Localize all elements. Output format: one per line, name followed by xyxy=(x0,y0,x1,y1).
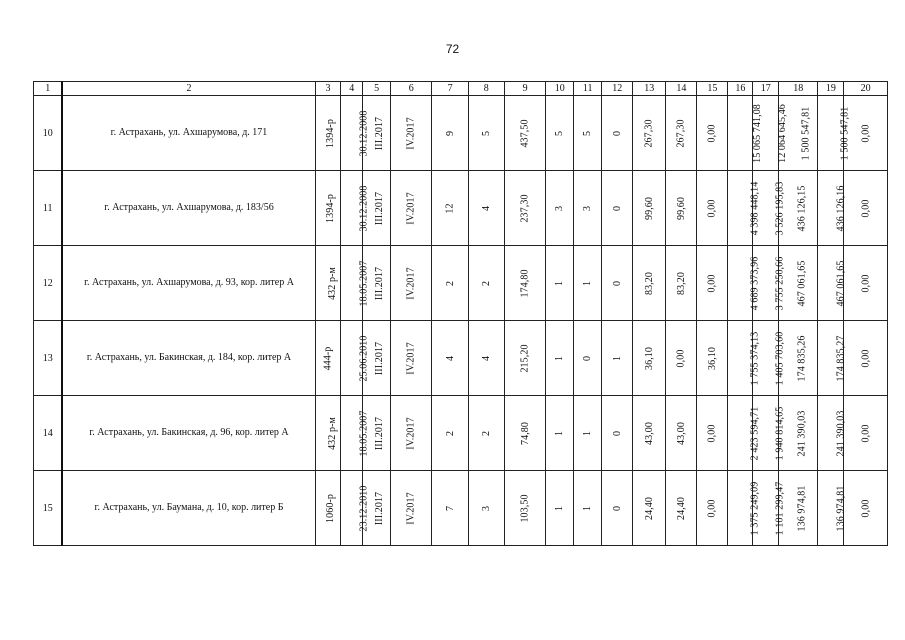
cell-c15 xyxy=(697,321,728,396)
cell-value: 0,00 xyxy=(706,199,718,217)
cell-value: 1 xyxy=(554,280,566,286)
cell-value: III.2017 xyxy=(374,341,386,375)
cell-value: 99,60 xyxy=(643,196,655,220)
cell-value: 1 755 374,13 xyxy=(749,331,761,385)
cell-value: 1 xyxy=(554,355,566,361)
cell-c4 xyxy=(341,471,370,546)
cell-c6 xyxy=(391,471,432,546)
cell-c13 xyxy=(633,396,666,471)
cell-c15 xyxy=(697,471,728,546)
cell-value: 0,00 xyxy=(860,199,872,217)
cell-value: 0 xyxy=(611,430,623,436)
address-cell: г. Астрахань, ул. Ахшарумова, д. 183/56 xyxy=(62,171,315,246)
cell-c11 xyxy=(574,246,602,321)
cell-value: IV.2017 xyxy=(405,491,417,525)
cell-value: 444-р xyxy=(322,346,334,370)
cell-c16 xyxy=(728,396,761,471)
cell-c10 xyxy=(546,321,574,396)
cell-value: 1394-р xyxy=(324,118,336,148)
cell-value: III.2017 xyxy=(374,116,386,150)
cell-c9 xyxy=(504,96,545,171)
cell-value: IV.2017 xyxy=(405,191,417,225)
col-header: 6 xyxy=(391,82,432,96)
cell-c19 xyxy=(818,471,847,546)
cell-c6 xyxy=(391,396,432,471)
cell-value: 1 xyxy=(582,505,594,511)
cell-c4 xyxy=(341,246,370,321)
cell-c4 xyxy=(341,96,370,171)
cell-c13 xyxy=(633,171,666,246)
cell-value: 0,00 xyxy=(860,499,872,517)
cell-c10 xyxy=(546,246,574,321)
cell-c20 xyxy=(844,246,888,321)
cell-value: 23.12.2010 xyxy=(358,485,370,531)
cell-value: 1394-р xyxy=(324,193,336,223)
table-body xyxy=(34,96,888,546)
cell-c9 xyxy=(504,396,545,471)
col-header: 16 xyxy=(728,82,753,96)
cell-value: 467 061,65 xyxy=(835,260,847,306)
address-cell: г. Астрахань, ул. Баумана, д. 10, кор. литер Б xyxy=(62,471,315,546)
cell-value: 0,00 xyxy=(706,274,718,292)
cell-c12 xyxy=(602,321,633,396)
cell-c10 xyxy=(546,96,574,171)
cell-value: III.2017 xyxy=(374,266,386,300)
cell-c10 xyxy=(546,471,574,546)
cell-value: IV.2017 xyxy=(405,341,417,375)
row-number: 13 xyxy=(34,321,63,396)
row-number: 15 xyxy=(34,471,63,546)
cell-value: 15 065 741,08 xyxy=(752,103,764,163)
cell-c16 xyxy=(728,321,761,396)
cell-value: IV.2017 xyxy=(405,116,417,150)
cell-value: 1 xyxy=(554,430,566,436)
col-header: 8 xyxy=(468,82,504,96)
cell-c7 xyxy=(432,96,468,171)
cell-c11 xyxy=(574,471,602,546)
cell-value: 467 061,65 xyxy=(796,260,808,306)
cell-value: 2 xyxy=(480,430,492,436)
cell-value: 241 390,03 xyxy=(796,410,808,456)
cell-c14 xyxy=(666,96,697,171)
cell-value: 0 xyxy=(611,130,623,136)
cell-value: IV.2017 xyxy=(405,416,417,450)
table-row xyxy=(34,96,888,171)
cell-c9 xyxy=(504,246,545,321)
cell-value: 436 126,15 xyxy=(796,185,808,231)
cell-c19 xyxy=(818,96,851,171)
cell-value: 267,30 xyxy=(675,118,687,148)
cell-c15 xyxy=(697,171,728,246)
col-header: 2 xyxy=(62,82,315,96)
cell-value: 25.06.2010 xyxy=(358,335,370,381)
cell-value: 5 xyxy=(554,130,566,136)
cell-value: 18.05.2007 xyxy=(358,260,370,306)
cell-c9 xyxy=(504,321,545,396)
cell-c13 xyxy=(633,96,666,171)
cell-value: 3 xyxy=(582,205,594,211)
cell-value: 99,60 xyxy=(675,196,687,220)
cell-value: 267,30 xyxy=(643,118,655,148)
cell-value: 0 xyxy=(582,355,594,361)
table-row xyxy=(34,246,888,321)
cell-value: IV.2017 xyxy=(405,266,417,300)
cell-value: 74,80 xyxy=(519,421,531,445)
address-cell: г. Астрахань, ул. Бакинская, д. 184, кор. литер А xyxy=(62,321,315,396)
cell-value: 4 689 373,96 xyxy=(749,256,761,310)
page-number: 72 xyxy=(445,42,460,56)
row-number: 11 xyxy=(34,171,63,246)
cell-c13 xyxy=(633,471,666,546)
cell-c13 xyxy=(633,321,666,396)
cell-value: 2 xyxy=(480,280,492,286)
cell-value: 0 xyxy=(611,505,623,511)
cell-value: 9 xyxy=(444,130,456,136)
cell-c8 xyxy=(468,471,504,546)
cell-value: 0,00 xyxy=(675,349,687,367)
cell-value: III.2017 xyxy=(374,191,386,225)
address-cell: г. Астрахань, ул. Ахшарумова, д. 171 xyxy=(62,96,315,171)
cell-c6 xyxy=(391,96,432,171)
cell-value: 12 xyxy=(444,202,456,214)
col-header: 5 xyxy=(363,82,391,96)
cell-value: 215,20 xyxy=(519,343,531,373)
cell-value: 1 xyxy=(582,280,594,286)
cell-c19 xyxy=(818,171,847,246)
cell-value: 30.12.2008 xyxy=(358,185,370,231)
cell-c20 xyxy=(844,171,888,246)
cell-c12 xyxy=(602,96,633,171)
cell-value: 0,00 xyxy=(860,349,872,367)
cell-c3 xyxy=(315,396,341,471)
cell-c12 xyxy=(602,396,633,471)
cell-value: 2 xyxy=(444,280,456,286)
row-number: 10 xyxy=(34,96,63,171)
address-cell: г. Астрахань, ул. Ахшарумова, д. 93, кор. литер А xyxy=(62,246,315,321)
cell-c11 xyxy=(574,171,602,246)
cell-c20 xyxy=(844,321,888,396)
cell-c11 xyxy=(574,396,602,471)
cell-value: 1 xyxy=(611,355,623,361)
cell-value: 136 974,81 xyxy=(796,485,808,531)
cell-c7 xyxy=(432,246,468,321)
table-row xyxy=(34,396,888,471)
cell-c14 xyxy=(666,471,697,546)
cell-value: 432 р-м xyxy=(326,266,338,300)
cell-c7 xyxy=(432,396,468,471)
cell-value: 24,40 xyxy=(675,496,687,520)
cell-c19 xyxy=(818,396,847,471)
cell-value: 0,00 xyxy=(706,124,718,142)
cell-c12 xyxy=(602,171,633,246)
cell-c14 xyxy=(666,171,697,246)
cell-c6 xyxy=(391,171,432,246)
cell-value: III.2017 xyxy=(374,491,386,525)
cell-c14 xyxy=(666,246,697,321)
cell-c8 xyxy=(468,96,504,171)
cell-c13 xyxy=(633,246,666,321)
cell-value: 43,00 xyxy=(675,421,687,445)
cell-c15 xyxy=(697,246,728,321)
col-header: 14 xyxy=(666,82,697,96)
cell-c4 xyxy=(341,396,370,471)
cell-value: 3 755 250,66 xyxy=(774,256,786,310)
cell-value: 0,00 xyxy=(706,499,718,517)
cell-c9 xyxy=(504,471,545,546)
col-header: 7 xyxy=(432,82,468,96)
cell-value: 103,50 xyxy=(519,493,531,523)
cell-value: 1060-р xyxy=(324,493,336,523)
cell-c10 xyxy=(546,396,574,471)
col-header: 11 xyxy=(574,82,602,96)
cell-value: 1 940 814,65 xyxy=(774,406,786,460)
cell-value: 7 xyxy=(444,505,456,511)
cell-value: 30.12.2008 xyxy=(358,110,370,156)
cell-value: 83,20 xyxy=(643,271,655,295)
col-header: 3 xyxy=(315,82,341,96)
col-header: 18 xyxy=(779,82,818,96)
cell-c8 xyxy=(468,321,504,396)
cell-c19 xyxy=(818,321,847,396)
cell-value: 0,00 xyxy=(706,424,718,442)
cell-value: 1 405 703,60 xyxy=(774,331,786,385)
cell-value: 4 398 448,14 xyxy=(749,181,761,235)
cell-value: 3 xyxy=(480,505,492,511)
cell-value: 2 xyxy=(444,430,456,436)
col-header: 10 xyxy=(546,82,574,96)
row-number: 14 xyxy=(34,396,63,471)
table-row xyxy=(34,321,888,396)
cell-c7 xyxy=(432,471,468,546)
cell-value: 83,20 xyxy=(675,271,687,295)
cell-c3 xyxy=(315,171,341,246)
cell-value: 1 xyxy=(554,505,566,511)
col-header: 19 xyxy=(818,82,844,96)
cell-c14 xyxy=(666,321,697,396)
cell-c16 xyxy=(728,96,764,171)
cell-c3 xyxy=(315,96,341,171)
register-table xyxy=(33,81,888,546)
cell-value: 0,00 xyxy=(860,274,872,292)
cell-value: 1 101 299,47 xyxy=(774,481,786,535)
cell-value: 174 835,27 xyxy=(835,335,847,381)
col-header: 1 xyxy=(34,82,63,96)
cell-c6 xyxy=(391,321,432,396)
cell-value: 174,80 xyxy=(519,268,531,298)
row-number: 12 xyxy=(34,246,63,321)
cell-c6 xyxy=(391,246,432,321)
cell-c7 xyxy=(432,171,468,246)
cell-value: 12 064 645,46 xyxy=(777,103,789,163)
cell-c12 xyxy=(602,246,633,321)
cell-value: III.2017 xyxy=(374,416,386,450)
col-header: 4 xyxy=(341,82,363,96)
cell-c20 xyxy=(844,96,888,171)
cell-value: 5 xyxy=(480,130,492,136)
cell-value: 1 500 547,81 xyxy=(800,106,812,160)
cell-value: 36,10 xyxy=(643,346,655,370)
cell-value: 0,00 xyxy=(860,124,872,142)
cell-c16 xyxy=(728,246,761,321)
cell-value: 437,50 xyxy=(519,118,531,148)
header-row xyxy=(34,82,888,96)
cell-c15 xyxy=(697,96,728,171)
cell-value: 1 500 547,81 xyxy=(839,106,851,160)
cell-c15 xyxy=(697,396,728,471)
cell-value: 0 xyxy=(611,205,623,211)
cell-c8 xyxy=(468,171,504,246)
cell-value: 3 526 195,83 xyxy=(774,181,786,235)
cell-c9 xyxy=(504,171,545,246)
cell-value: 1 xyxy=(582,430,594,436)
cell-value: 237,30 xyxy=(519,193,531,223)
cell-value: 2 423 594,71 xyxy=(749,406,761,460)
cell-c14 xyxy=(666,396,697,471)
cell-value: 136 974,81 xyxy=(835,485,847,531)
cell-value: 1 375 249,09 xyxy=(749,481,761,535)
cell-value: 436 126,16 xyxy=(835,185,847,231)
cell-c20 xyxy=(844,471,888,546)
cell-value: 0 xyxy=(611,280,623,286)
cell-c3 xyxy=(315,321,341,396)
cell-value: 4 xyxy=(480,205,492,211)
cell-c16 xyxy=(728,471,761,546)
cell-value: 241 390,03 xyxy=(835,410,847,456)
cell-value: 4 xyxy=(444,355,456,361)
cell-c20 xyxy=(844,396,888,471)
cell-value: 432 р-м xyxy=(326,416,338,450)
col-header: 9 xyxy=(504,82,545,96)
table-row xyxy=(34,471,888,546)
cell-c8 xyxy=(468,396,504,471)
cell-value: 0,00 xyxy=(860,424,872,442)
cell-value: 24,40 xyxy=(643,496,655,520)
cell-c3 xyxy=(315,471,341,546)
cell-value: 174 835,26 xyxy=(796,335,808,381)
cell-value: 18.05.2007 xyxy=(358,410,370,456)
col-header: 20 xyxy=(844,82,888,96)
cell-c12 xyxy=(602,471,633,546)
cell-value: 4 xyxy=(480,355,492,361)
address-cell: г. Астрахань, ул. Бакинская, д. 96, кор. литер А xyxy=(62,396,315,471)
cell-c4 xyxy=(341,321,370,396)
cell-value: 43,00 xyxy=(643,421,655,445)
col-header: 13 xyxy=(633,82,666,96)
col-header: 12 xyxy=(602,82,633,96)
table-row xyxy=(34,171,888,246)
cell-c4 xyxy=(341,171,370,246)
cell-c7 xyxy=(432,321,468,396)
cell-c11 xyxy=(574,96,602,171)
cell-c3 xyxy=(315,246,341,321)
cell-value: 3 xyxy=(554,205,566,211)
cell-c16 xyxy=(728,171,761,246)
cell-c11 xyxy=(574,321,602,396)
cell-c10 xyxy=(546,171,574,246)
col-header: 15 xyxy=(697,82,728,96)
cell-value: 5 xyxy=(582,130,594,136)
cell-value: 36,10 xyxy=(706,346,718,370)
col-header: 17 xyxy=(753,82,779,96)
cell-c8 xyxy=(468,246,504,321)
cell-c19 xyxy=(818,246,847,321)
